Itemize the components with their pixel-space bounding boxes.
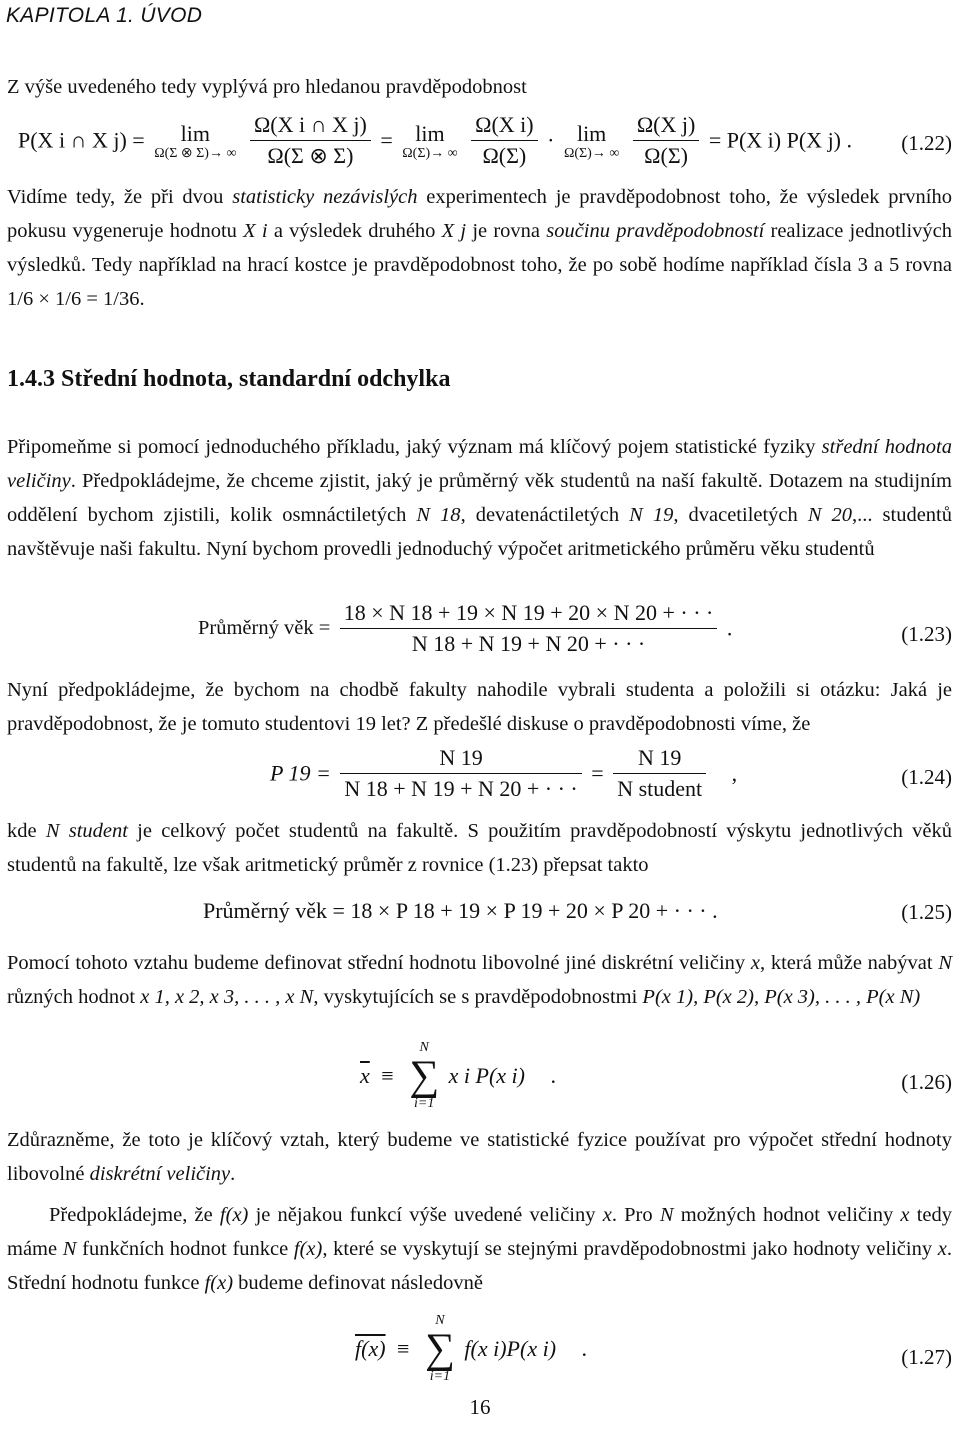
limit-1: lim Ω(Σ ⊗ Σ)→ ∞ [154,120,237,161]
section-heading: 1.4.3 Střední hodnota, standardní odchylka [7,366,451,392]
paragraph-definition: Pomocí tohoto vztahu budeme definovat střední hodnotu libovolné jiné diskrétní veličiny x, která může nabývat N různých hodnot x 1, x 2, x 3, . . . , x N, vyskytujících se s pravděpodobnostmi P(x 1), P(x 2), P(x 3), . . . , P(x N) [7,952,952,1008]
equation-1-27: f(x) ≡ N ∑ i=1 f(x i)P(x i) . [355,1313,588,1384]
paragraph-independence: Vidíme tedy, že při dvou statisticky nezávislých experimentech je pravděpodobnost toho, že výsledek prvního pokusu vygeneruje hodnotu X i a výsledek druhého X j je rovna součinu pravděpodobností realizace jednotlivých výsledků. Tedy například na hrací kostce je pravděpodobnost toho, že po sobě hodíme například čísla 3 a 5 rovna 1/6 × 1/6 = 1/36. [7,186,953,310]
summation-sign: N ∑ i=1 [409,1040,440,1111]
equation-number-1-24: (1.24) [901,765,952,789]
equation-1-24: P 19 = $\frac{N 19}{N 18 + N 19 + N 20 + \cdot \cdot \cdot}$ = $\frac{N 19}{\text{N student}}$ , [270,745,738,801]
paragraph-intro: Z výše uvedeného tedy vyplývá pro hledanou pravděpodobnost [7,76,527,98]
limit-3: lim Ω(Σ)→ ∞ [563,120,620,161]
paragraph-rewrite: kde N student je celkový počet studentů na fakultě. S použitím pravděpodobností výskytu jednotlivých věků studentů na fakultě, lze však aritmetický průměr z rovnice (1.23) přepsat takto [7,820,952,876]
paragraph-function-mean: Předpokládejme, že f(x) je nějakou funkcí výše uvedené veličiny x. Pro N možných hodnot veličiny x tedy máme N funkčních hodnot funkce f(x), které se vyskytují se stejnými pravděpodobnostmi jako hodnoty veličiny x. Střední hodnotu funkce f(x) budeme definovat následovně [7,1204,953,1294]
equation-number-1-26: (1.26) [901,1070,952,1094]
equation-1-23: Průměrný věk = $\frac{18 \times N 18 + 19 \times N 19 + 20 \times N 20 + \cdot \cdot \cdot}{N 18 + N 19 + N 20 + \cdot \cdot \cdot}$ . [198,600,733,656]
limit-2: lim Ω(Σ)→ ∞ [402,120,458,161]
fraction-2: $\frac{\text{Ω(X i)}}{\Omega(\Sigma)}$ [471,112,538,169]
equation-number-1-23: (1.23) [901,622,952,646]
paragraph-mean-intro: Připomeňme si pomocí jednoduchého příkladu, jaký význam má klíčový pojem statistické fyziky střední hodnota veličiny. Předpokládejme, že chceme zjistit, jaký je průměrný věk studentů na naší fakultě. Dotazem na studijním oddělení bychom zjistili, kolik osmnáctiletých N 18, devatenáctiletých N 19, dvacetiletých N 20,... studentů navštěvuje naši fakultu. Nyní bychom provedli jednoduchý výpočet aritmetického průměru věku studentů [7,436,953,560]
equation-number-1-22: (1.22) [901,131,952,155]
running-header: KAPITOLA 1. ÚVOD [6,4,203,27]
equation-1-25: Průměrný věk = 18 × P 18 + 19 × P 19 + 20 × P 20 + · · · . [203,898,718,923]
fraction-p19: $\frac{N 19}{N 18 + N 19 + N 20 + \cdot \cdot \cdot}$ [340,745,581,802]
summation-sign: N ∑ i=1 [424,1313,455,1384]
page-number: 16 [469,1395,491,1419]
equation-1-22: P(X i ∩ X j) = lim Ω(Σ ⊗ Σ)→ ∞ $\frac{\text{Ω(X i ∩ X j)}}{\Omega(\Sigma \otimes \Sigma)}$ = lim Ω(Σ)→ ∞ $\frac{\text{Ω(X i)}}{\Omega(\Sigma)}$ · lim Ω(Σ)→ ∞ $\frac{\text{Ω(X j)}}{\Omega(\Sigma)}$ = P(X i) P(X j) . [18,112,853,168]
fraction-p19-short: $\frac{N 19}{\text{N student}}$ [613,745,706,802]
fraction-3: $\frac{\text{Ω(X j)}}{\Omega(\Sigma)}$ [633,112,700,169]
fraction-1: $\frac{\text{Ω(X i ∩ X j)}}{\Omega(\Sigma \otimes \Sigma)}$ [250,112,371,169]
fraction-average-age: $\frac{18 \times N 18 + 19 \times N 19 + 20 \times N 20 + \cdot \cdot \cdot}{N 18 + N 19 + N 20 + \cdot \cdot \cdot}$ [340,600,718,657]
equation-1-26: $\overline{x} \equiv N$ ∑ i=1 x i P(x i) . [360,1040,556,1111]
eq-lhs: P(X i ∩ X j) = [18,127,145,153]
equation-number-1-25: (1.25) [901,900,952,924]
paragraph-probability-question: Nyní předpokládejme, že bychom na chodbě fakulty nahodile vybrali studenta a položili si otázku: Jaká je pravděpodobnost, že je tomuto studentovi 19 let? Z předešlé diskuse o pravděpodobnosti víme, že [7,679,952,735]
paragraph-key-relation: Zdůrazněme, že toto je klíčový vztah, který budeme ve statistické fyzice používat pro výpočet střední hodnoty libovolné diskrétní veličiny. [7,1129,952,1185]
equation-number-1-27: (1.27) [901,1345,952,1369]
